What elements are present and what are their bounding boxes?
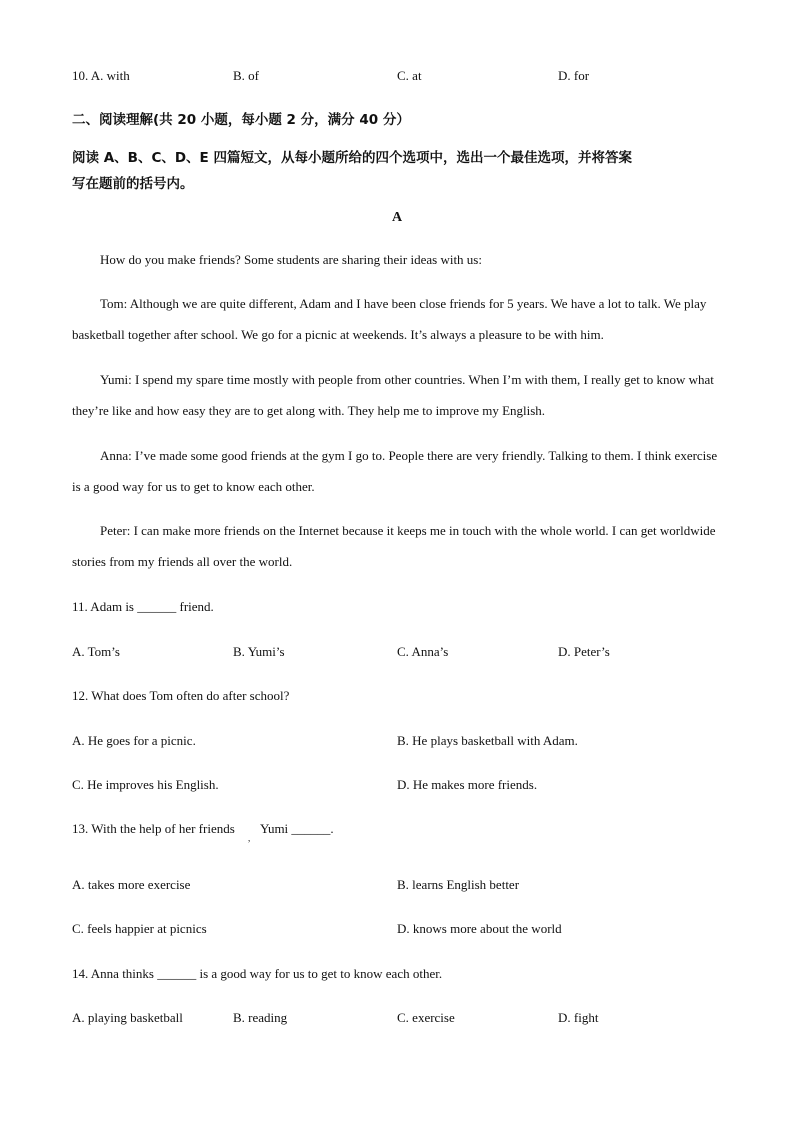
q14-option-d: D. fight xyxy=(558,1010,599,1025)
passage-title: A xyxy=(391,210,403,225)
q10-option-a: 10. A. with xyxy=(72,68,130,83)
instructions-line-1: 阅读 A、B、C、D、E 四篇短文，从每小题所给的四个选项中，选出一个最佳选项，并将答案 xyxy=(72,150,632,166)
q10-option-d: D. for xyxy=(558,68,590,83)
q12-stem: 12. What does Tom often do after school? xyxy=(72,688,290,703)
q13-stem-end: Yumi ______. xyxy=(260,821,334,836)
q14-stem: 14. Anna thinks ______ is a good way for us to get to know each other. xyxy=(72,966,443,981)
q14-option-a: A. playing basketball xyxy=(72,1010,183,1025)
q11-option-d: D. Peter’s xyxy=(558,644,610,659)
q10-option-b: B. of xyxy=(233,68,259,83)
passage-intro: How do you make friends? Some students are sharing their ideas with us: xyxy=(100,252,482,267)
q12-option-d: D. He makes more friends. xyxy=(397,777,538,792)
paragraph-yumi-text: Yumi: I spend my spare time mostly with people from other countries. When I’m with them, I really get to know what they’re like and how easy they are to get along with. They help me to improve my English. xyxy=(72,372,714,418)
q12-option-a: A. He goes for a picnic. xyxy=(72,733,196,748)
section-heading: 二、阅读理解(共 20 小题，每小题 2 分，满分 40 分） xyxy=(72,112,410,128)
q11-option-c: C. Anna’s xyxy=(397,644,449,659)
q13-option-b: B. learns English better xyxy=(397,877,520,892)
q10-option-c: C. at xyxy=(397,68,422,83)
q13-option-a: A. takes more exercise xyxy=(72,877,191,892)
q14-option-c: C. exercise xyxy=(397,1010,455,1025)
q11-stem: 11. Adam is ______ friend. xyxy=(72,599,214,614)
paragraph-peter xyxy=(72,515,722,577)
instructions-line-2: 写在题前的括号内。 xyxy=(72,176,194,192)
q13-comma-mark: , xyxy=(248,833,251,843)
paragraph-tom-text: Tom: Although we are quite different, Adam and I have been close friends for 5 years. We have a lot to talk. We play basketball together after school. We go for a picnic at weekends. It’s always a pleasure to be with him. xyxy=(72,296,707,342)
q13-option-c: C. feels happier at picnics xyxy=(72,921,207,936)
paragraph-yumi xyxy=(72,364,722,426)
paragraph-tom xyxy=(72,288,722,350)
q11-option-a: A. Tom’s xyxy=(72,644,120,659)
q14-option-b: B. reading xyxy=(233,1010,288,1025)
q12-option-b: B. He plays basketball with Adam. xyxy=(397,733,578,748)
q13-stem: 13. With the help of her friends xyxy=(72,821,235,836)
q13-option-d: D. knows more about the world xyxy=(397,921,562,936)
paragraph-anna xyxy=(72,440,722,502)
paragraph-anna-text: Anna: I’ve made some good friends at the gym I go to. People there are very friendly. Talking to them. I think exercise is a good way for us to get to know each other. xyxy=(72,448,718,494)
q12-option-c: C. He improves his English. xyxy=(72,777,219,792)
paragraph-peter-text: Peter: I can make more friends on the Internet because it keeps me in touch with the whole world. I can get worldwide stories from my friends all over the world. xyxy=(72,523,716,569)
q11-option-b: B. Yumi’s xyxy=(233,644,285,659)
